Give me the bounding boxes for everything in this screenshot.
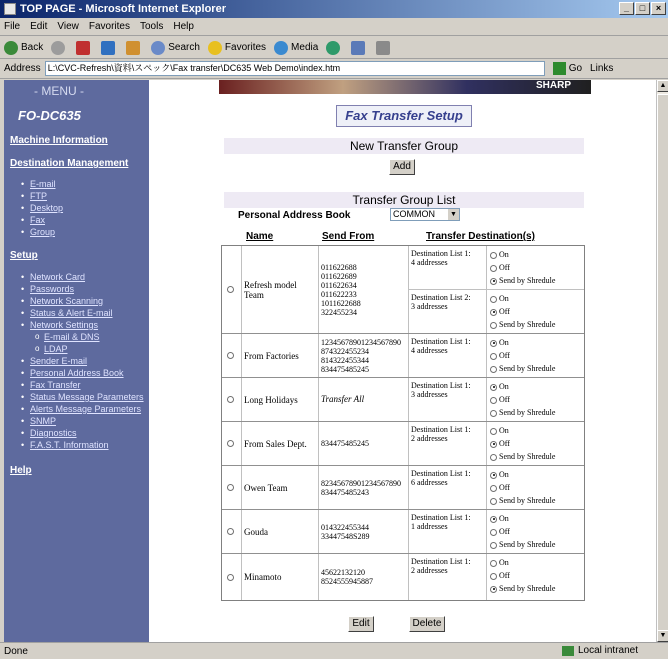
- option-label: Off: [499, 483, 510, 492]
- refresh-icon: [101, 41, 115, 55]
- sidebar-item-ldap[interactable]: o LDAP: [32, 343, 149, 355]
- option-send-by-shredule[interactable]: [490, 450, 581, 463]
- destinations-cell: [409, 554, 584, 600]
- option-label: Send by Shredule: [499, 452, 556, 461]
- edit-button[interactable]: Edit: [348, 616, 374, 632]
- sidebar-item-ftp[interactable]: • FTP: [18, 190, 149, 202]
- destination-list-label: Destination List 1: 2 addresses: [409, 422, 487, 465]
- machine-info-link[interactable]: Machine Information: [10, 135, 108, 146]
- option-label: On: [499, 382, 509, 391]
- favorites-button[interactable]: Favorites: [208, 41, 266, 55]
- scroll-up-icon[interactable]: ▲: [657, 80, 668, 92]
- option-radio[interactable]: [490, 542, 497, 549]
- ie-icon: [4, 3, 16, 15]
- destination-list-label: Destination List 1: 4 addresses: [409, 246, 487, 289]
- option-radio[interactable]: [490, 560, 497, 567]
- destination-row: [409, 466, 584, 509]
- option-label: On: [499, 514, 509, 523]
- table-row: [222, 422, 584, 466]
- sidebar-item-alerts-message-parameters[interactable]: • Alerts Message Parameters: [18, 403, 149, 415]
- option-radio[interactable]: [490, 454, 497, 461]
- sidebar-item-group[interactable]: • Group: [18, 226, 149, 238]
- option-off[interactable]: [490, 481, 581, 494]
- pab-label: Personal Address Book: [238, 210, 351, 221]
- media-button[interactable]: Media: [274, 41, 318, 55]
- history-button[interactable]: [326, 41, 343, 55]
- destination-row: [409, 246, 584, 290]
- home-button[interactable]: [126, 41, 143, 55]
- option-label: Send by Shredule: [499, 496, 556, 505]
- chevron-down-icon: ▼: [448, 209, 459, 220]
- option-radio[interactable]: [490, 366, 497, 373]
- option-label: Off: [499, 307, 510, 316]
- option-radio[interactable]: [490, 586, 497, 593]
- security-zone: Local intranet: [562, 645, 638, 656]
- address-label: Address: [4, 63, 41, 74]
- destination-management-link[interactable]: Destination Management: [10, 158, 129, 169]
- destinations-cell: [409, 510, 584, 553]
- option-label: On: [499, 250, 509, 259]
- col-destinations: Transfer Destination(s): [426, 231, 535, 242]
- option-radio[interactable]: [490, 529, 497, 536]
- option-on[interactable]: [490, 292, 581, 305]
- transfer-options: [487, 378, 584, 421]
- option-radio[interactable]: [490, 516, 497, 523]
- address-input[interactable]: L:\CVC-Refresh\資料\スペック\Fax transfer\DC635 Web Demo\index.htm: [45, 61, 545, 76]
- option-send-by-shredule[interactable]: [490, 318, 581, 331]
- option-label: Off: [499, 527, 510, 536]
- option-radio[interactable]: [490, 472, 497, 479]
- page-content: [4, 80, 656, 642]
- destination-list-label: Destination List 1: 3 addresses: [409, 378, 487, 421]
- destination-row: [409, 334, 584, 377]
- group-list-heading: Transfer Group List: [224, 192, 584, 208]
- option-on[interactable]: [490, 512, 581, 525]
- scroll-thumb[interactable]: [657, 94, 668, 634]
- transfer-options: [487, 554, 584, 600]
- sidebar-item-diagnostics[interactable]: • Diagnostics: [18, 427, 149, 439]
- destination-row: [409, 290, 584, 333]
- sidebar-item-personal-address-book[interactable]: • Personal Address Book: [18, 367, 149, 379]
- option-radio[interactable]: [490, 397, 497, 404]
- option-off[interactable]: [490, 525, 581, 538]
- sidebar-item-f-a-s-t-information[interactable]: • F.A.S.T. Information: [18, 439, 149, 451]
- option-label: Send by Shredule: [499, 364, 556, 373]
- option-send-by-shredule[interactable]: [490, 274, 581, 287]
- destination-list-label: Destination List 1: 1 addresses: [409, 510, 487, 553]
- option-radio[interactable]: [490, 278, 497, 285]
- destinations-cell: [409, 422, 584, 465]
- option-off[interactable]: [490, 305, 581, 318]
- row-select-cell: [222, 246, 242, 333]
- destination-list-label: Destination List 1: 2 addresses: [409, 554, 487, 600]
- star-icon: [208, 41, 222, 55]
- sidebar-item-snmp[interactable]: • SNMP: [18, 415, 149, 427]
- option-radio[interactable]: [490, 441, 497, 448]
- group-name: Gouda: [242, 510, 319, 553]
- transfer-options: [487, 510, 584, 553]
- option-off[interactable]: [490, 393, 581, 406]
- col-send-from: Send From: [322, 231, 375, 242]
- print-icon: [376, 41, 390, 55]
- sidebar-item-network-card[interactable]: • Network Card: [18, 271, 149, 283]
- home-icon: [126, 41, 140, 55]
- option-on[interactable]: [490, 556, 581, 569]
- go-button[interactable]: Go: [553, 62, 582, 75]
- option-radio[interactable]: [490, 384, 497, 391]
- pab-select[interactable]: COMMON ▼: [390, 208, 460, 221]
- toolbar: [0, 37, 668, 59]
- destination-row: [409, 510, 584, 553]
- table-row: [222, 378, 584, 422]
- row-select-radio[interactable]: [227, 352, 234, 359]
- row-select-cell: [222, 510, 242, 553]
- option-label: Send by Shredule: [499, 584, 556, 593]
- option-off[interactable]: [490, 569, 581, 582]
- option-off[interactable]: [490, 349, 581, 362]
- send-from-numbers: 45622132120 8524555945887: [319, 554, 409, 600]
- media-icon: [274, 41, 288, 55]
- history-icon: [326, 41, 340, 55]
- sidebar-item-sender-e-mail[interactable]: • Sender E-mail: [18, 355, 149, 367]
- vertical-scrollbar[interactable]: [656, 80, 668, 642]
- option-off[interactable]: [490, 261, 581, 274]
- table-row: [222, 510, 584, 554]
- row-select-cell: [222, 334, 242, 377]
- sidebar-item-fax-transfer[interactable]: • Fax Transfer: [18, 379, 149, 391]
- option-radio[interactable]: [490, 353, 497, 360]
- send-from-numbers: 011622688 011622689 011622634 011622233 1011622688 322455234: [319, 246, 409, 333]
- sidebar-item-status-alert-e-mail[interactable]: • Status & Alert E-mail: [18, 307, 149, 319]
- setup-link[interactable]: Setup: [10, 250, 38, 261]
- back-icon: [4, 41, 18, 55]
- row-select-radio[interactable]: [227, 574, 234, 581]
- destinations-cell: [409, 334, 584, 377]
- option-send-by-shredule[interactable]: [490, 538, 581, 551]
- send-from-numbers: 82345678901234567890 834475485243: [319, 466, 409, 509]
- sidebar-item-e-mail[interactable]: • E-mail: [18, 178, 149, 190]
- row-select-radio[interactable]: [227, 286, 234, 293]
- sidebar-item-network-scanning[interactable]: • Network Scanning: [18, 295, 149, 307]
- option-label: Send by Shredule: [499, 408, 556, 417]
- go-icon: [553, 62, 566, 75]
- option-send-by-shredule[interactable]: [490, 494, 581, 507]
- title-bar: [0, 0, 668, 18]
- option-radio[interactable]: [490, 322, 497, 329]
- sharp-banner: SHARP: [219, 80, 591, 94]
- scroll-down-icon[interactable]: ▼: [657, 630, 668, 642]
- status-bar: [0, 642, 668, 659]
- option-label: On: [499, 426, 509, 435]
- option-label: Send by Shredule: [499, 320, 556, 329]
- menu-favorites[interactable]: Favorites: [88, 21, 130, 32]
- menu-title: - MENU -: [34, 84, 84, 98]
- delete-button[interactable]: Delete: [409, 616, 445, 632]
- option-label: Off: [499, 351, 510, 360]
- destinations-cell: [409, 466, 584, 509]
- option-on[interactable]: [490, 424, 581, 437]
- forward-button[interactable]: [51, 41, 68, 55]
- stop-button[interactable]: [76, 41, 93, 55]
- option-send-by-shredule[interactable]: [490, 406, 581, 419]
- destination-list-label: Destination List 1: 4 addresses: [409, 334, 487, 377]
- sidebar-item-passwords[interactable]: • Passwords: [18, 283, 149, 295]
- row-select-cell: [222, 422, 242, 465]
- table-row: [222, 466, 584, 510]
- option-label: Off: [499, 263, 510, 272]
- option-label: On: [499, 470, 509, 479]
- mail-icon: [351, 41, 365, 55]
- table-row: [222, 334, 584, 378]
- stop-icon: [76, 41, 90, 55]
- option-label: Send by Shredule: [499, 276, 556, 285]
- menu-tools[interactable]: Tools: [139, 21, 164, 32]
- option-radio[interactable]: [490, 340, 497, 347]
- group-name: Refresh model Team: [242, 246, 319, 333]
- destination-row: [409, 422, 584, 465]
- menu-bar: [0, 18, 668, 36]
- option-send-by-shredule[interactable]: [490, 582, 581, 595]
- sidebar-item-e-mail-dns[interactable]: o E-mail & DNS: [32, 331, 149, 343]
- transfer-options: [487, 422, 584, 465]
- col-name: Name: [246, 231, 274, 242]
- transfer-options: [487, 290, 584, 333]
- new-group-heading: New Transfer Group: [224, 138, 584, 154]
- option-on[interactable]: [490, 248, 581, 261]
- option-radio[interactable]: [490, 498, 497, 505]
- sidebar-item-fax[interactable]: • Fax: [18, 214, 149, 226]
- option-radio[interactable]: [490, 410, 497, 417]
- destinations-cell: [409, 378, 584, 421]
- row-select-radio[interactable]: [227, 440, 234, 447]
- help-link[interactable]: Help: [10, 465, 32, 476]
- group-name: From Factories: [242, 334, 319, 377]
- group-name: Long Holidays: [242, 378, 319, 421]
- print-button[interactable]: [376, 41, 393, 55]
- menu-help[interactable]: Help: [173, 21, 194, 32]
- option-on[interactable]: [490, 468, 581, 481]
- back-button[interactable]: Back: [4, 41, 43, 55]
- option-label: On: [499, 294, 509, 303]
- sidebar-menu: [4, 80, 149, 642]
- page-title: Fax Transfer Setup: [336, 105, 472, 127]
- option-off[interactable]: [490, 437, 581, 450]
- refresh-button[interactable]: [101, 41, 118, 55]
- send-from-numbers: Transfer All: [319, 378, 409, 421]
- row-select-cell: [222, 378, 242, 421]
- option-on[interactable]: [490, 336, 581, 349]
- row-select-radio[interactable]: [227, 528, 234, 535]
- option-radio[interactable]: [490, 485, 497, 492]
- group-name: Minamoto: [242, 554, 319, 600]
- search-button[interactable]: Search: [151, 41, 200, 55]
- row-select-cell: [222, 466, 242, 509]
- destinations-cell: [409, 246, 584, 333]
- links-button[interactable]: Links: [590, 63, 614, 74]
- option-radio[interactable]: [490, 296, 497, 303]
- destination-list-label: Destination List 1: 6 addresses: [409, 466, 487, 509]
- group-name: Owen Team: [242, 466, 319, 509]
- option-label: On: [499, 338, 509, 347]
- minimize-button[interactable]: _: [619, 2, 634, 15]
- row-select-cell: [222, 554, 242, 600]
- row-select-radio[interactable]: [227, 484, 234, 491]
- address-bar: [0, 59, 668, 79]
- option-label: Off: [499, 395, 510, 404]
- row-select-radio[interactable]: [227, 396, 234, 403]
- destination-list: [18, 178, 149, 238]
- option-radio[interactable]: [490, 428, 497, 435]
- intranet-icon: [562, 646, 574, 656]
- transfer-options: [487, 466, 584, 509]
- group-name: From Sales Dept.: [242, 422, 319, 465]
- window-title: TOP PAGE - Microsoft Internet Explorer: [20, 3, 226, 15]
- destination-row: [409, 554, 584, 600]
- sidebar-item-network-settings[interactable]: • Network Settings: [18, 319, 149, 331]
- mail-button[interactable]: [351, 41, 368, 55]
- transfer-options: [487, 246, 584, 289]
- sidebar-item-desktop[interactable]: • Desktop: [18, 202, 149, 214]
- menu-view[interactable]: View: [57, 21, 79, 32]
- add-button[interactable]: Add: [389, 159, 415, 175]
- menu-file[interactable]: File: [4, 21, 21, 32]
- destination-list-label: Destination List 2: 3 addresses: [409, 290, 487, 333]
- option-label: Send by Shredule: [499, 540, 556, 549]
- table-row: [222, 246, 584, 334]
- option-radio[interactable]: [490, 573, 497, 580]
- destination-row: [409, 378, 584, 421]
- transfer-group-table: [221, 245, 585, 601]
- option-radio[interactable]: [490, 265, 497, 272]
- maximize-button[interactable]: □: [635, 2, 650, 15]
- table-row: [222, 554, 584, 600]
- transfer-options: [487, 334, 584, 377]
- close-button[interactable]: ×: [651, 2, 666, 15]
- option-on[interactable]: [490, 380, 581, 393]
- send-from-numbers: 834475485245: [319, 422, 409, 465]
- forward-icon: [51, 41, 65, 55]
- sidebar-item-status-message-parameters[interactable]: • Status Message Parameters: [18, 391, 149, 403]
- option-send-by-shredule[interactable]: [490, 362, 581, 375]
- option-label: On: [499, 558, 509, 567]
- option-radio[interactable]: [490, 252, 497, 259]
- option-label: Off: [499, 571, 510, 580]
- status-text: Done: [4, 645, 28, 657]
- menu-edit[interactable]: Edit: [30, 21, 48, 32]
- search-icon: [151, 41, 165, 55]
- option-label: Off: [499, 439, 510, 448]
- send-from-numbers: 014322455344 33447548S289: [319, 510, 409, 553]
- option-radio[interactable]: [490, 309, 497, 316]
- send-from-numbers: 12345678901234567890 874322455234 814322455344 834475485245: [319, 334, 409, 377]
- model-name: FO-DC635: [18, 108, 81, 123]
- setup-list: [18, 271, 149, 451]
